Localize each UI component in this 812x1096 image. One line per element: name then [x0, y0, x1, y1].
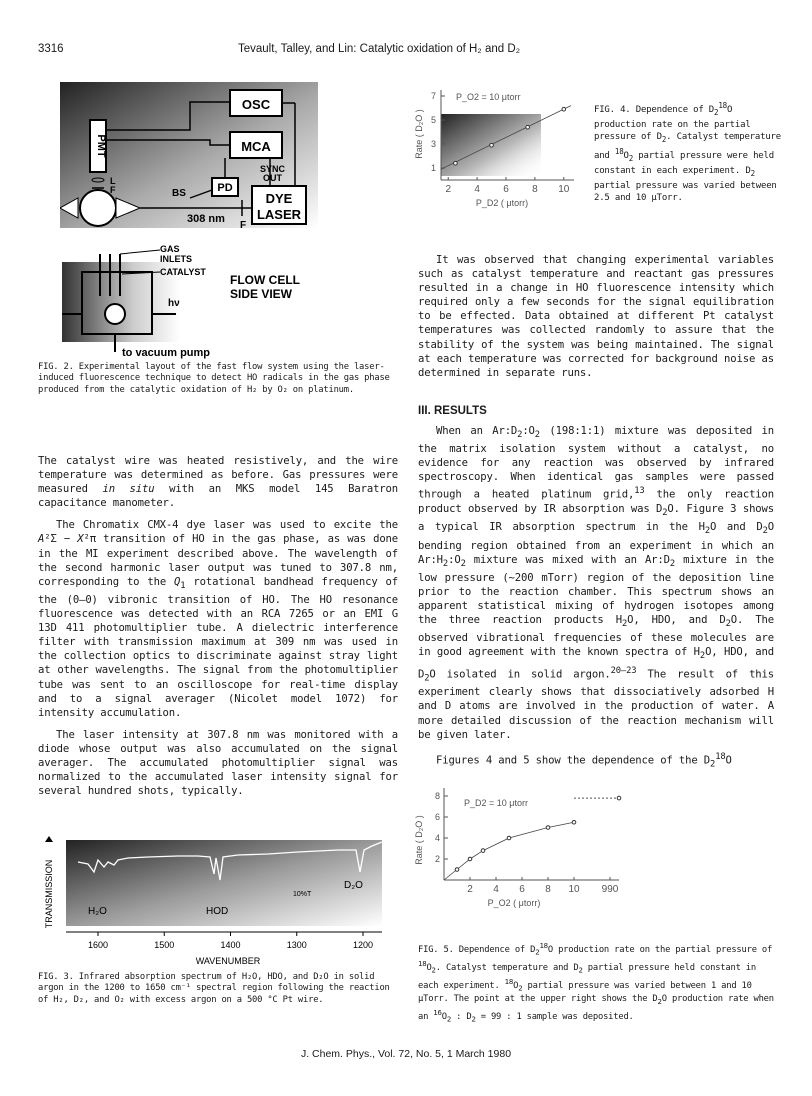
- fig4-x-tick-label: 2: [445, 184, 452, 195]
- laser-label: LASER: [256, 207, 302, 222]
- fig4-x-tick-label: 10: [558, 184, 570, 195]
- fig5-point: [572, 820, 576, 824]
- fig4-chart: [414, 84, 589, 214]
- fig4-point: [526, 125, 530, 129]
- fig3-tick-label: 1600: [87, 940, 109, 950]
- fig5-point: [507, 836, 511, 840]
- fig4-y-tick-label: 3: [430, 139, 436, 149]
- osc-label: OSC: [241, 97, 271, 112]
- sync-label: SYNC: [260, 164, 286, 174]
- fig5-annotation: P_D2 = 10 μtorr: [464, 798, 528, 808]
- filter-label-2: F: [240, 220, 247, 230]
- fig3-x-ticks: [88, 932, 373, 950]
- fig4-point: [562, 107, 566, 111]
- right-paragraph-1: [418, 253, 774, 380]
- fig4-xlabel: P_D2 ( μtorr): [475, 198, 529, 208]
- fig4-ylabel: Rate ( D₂O ): [414, 109, 424, 159]
- fig5-x-tick-label: 10: [568, 884, 580, 895]
- fig5-ylabel: Rate ( D₂O ): [414, 815, 424, 865]
- gas-label: GAS: [160, 244, 180, 254]
- fig2-caption: FIG. 2. Experimental layout of the fast flow system using the laser-induced fluorescence technique to detect HO radicals in the gas phase produced from the catalytic oxidation of H₂ by O₂ on platinum.: [38, 362, 390, 395]
- lens-label-1: L: [110, 176, 116, 186]
- left-column-text: [38, 454, 398, 798]
- fig5-x-tick-label: 6: [519, 884, 525, 895]
- flow-cell-label: FLOW CELL: [230, 273, 300, 287]
- pmt-label: PMT: [95, 134, 107, 158]
- fig5-x-tick-label: 2: [467, 884, 473, 895]
- fig3-tick-label: 1300: [286, 940, 307, 950]
- fig5-y-tick-label: 6: [434, 812, 440, 822]
- fig5-point: [468, 857, 472, 861]
- vacuum-pump-label: to vacuum pump: [122, 347, 211, 359]
- fig4-point: [490, 143, 494, 147]
- section-title: III. RESULTS: [418, 405, 487, 417]
- fig4-x-tick-label: 6: [503, 184, 509, 195]
- side-view-label: SIDE VIEW: [230, 287, 293, 301]
- hv-label: hν: [168, 298, 180, 309]
- running-title: Tevault, Talley, and Lin: Catalytic oxidation of H₂ and D₂: [238, 43, 521, 55]
- fig5-extra-point: [617, 796, 621, 800]
- bs-label: BS: [172, 188, 186, 199]
- fig4-y-tick-label: 7: [430, 91, 436, 101]
- catalyst-label: CATALYST: [160, 267, 206, 277]
- inlets-label: INLETS: [160, 254, 193, 264]
- fig4-y-tick-label: 1: [430, 163, 436, 173]
- fig4-x-tick-label: 4: [474, 184, 480, 195]
- dye-label: DYE: [265, 191, 293, 206]
- fig5-y-tick-label: 8: [434, 791, 440, 801]
- fig3-spectrum: [38, 832, 388, 967]
- fig5-point: [546, 826, 550, 830]
- left-paragraph-2: The Chromatix CMX-4 dye laser was used to excite the A²Σ − X²π transition of HO in the gas phase, as was done in the MI experiment described above. The wavelength of the second harmonic laser output was tuned to 307.8 nm, corresponding to the $Q_1$ rotational bandhead frequency of the (0–0) vibronic transition of HO. The HO resonance fluorescence was detected with an RCA 7265 or an EMI G 13D 411 photomultiplier tube. A dielectric interference filter with transmission maximum at 309 nm was used in the collection optics to discriminate against stray light at other wavelengths. The signal from the photomultiplier tube was sent to an oscilloscope for real-time display and to a signal averager (Nicolet model 1072) for intensity accumulation.: [38, 519, 399, 719]
- fig3-tick-label: 1400: [220, 940, 241, 950]
- fig5-y-tick-label: 2: [434, 854, 440, 864]
- fig3-xlabel: WAVENUMBER: [195, 956, 261, 966]
- left-paragraph-1: The catalyst wire was heated resistively, and the wire temperature was determined as before. Gas pressures were measured in situ with an MKS model 145 Baratron capacitance manometer.: [38, 455, 398, 510]
- wavelength-label: 308 nm: [187, 213, 225, 225]
- fig3-tick-label: 1200: [352, 940, 374, 950]
- fig3-tick-label: 1500: [154, 940, 175, 950]
- fig2-flow-cell: [60, 244, 320, 359]
- right-column-text: [418, 424, 774, 771]
- fig3-caption: FIG. 3. Infrared absorption spectrum of H₂O, HDO, and D₂O in solid argon in the 1200 to 1650 cm⁻¹ spectral region following the reaction of H₂, D₂, and O₂ with excess argon on a 500 °C Pt wire.: [38, 972, 390, 1005]
- page-number: 3316: [38, 43, 64, 55]
- fig3-peak-hod: HOD: [206, 906, 229, 917]
- pd-label: PD: [217, 182, 233, 194]
- fig5-xlabel: P_O2 ( μtorr): [487, 898, 541, 908]
- fig2-schematic: [60, 80, 320, 230]
- fig4-y-tick-label: 5: [430, 115, 436, 125]
- fig5-point: [455, 868, 459, 872]
- right-paragraph-1-text: It was observed that changing experimental variables such as catalyst temperature and reactant gas pressures resulted in a change in HO fluorescence intensity which required only a few seconds for the signal equilibration to be effected. Data obtained at different Pt catalyst temperatures was collected randomly to assure that the stability of the system was being maintained. The signal at each temperature was corrected for background noise as determined in separate runs.: [418, 254, 774, 379]
- fig5-y-tick-label: 4: [434, 833, 440, 843]
- fig3-peak-d2o: D₂O: [344, 880, 363, 891]
- fig5-x-tick-label: 4: [493, 884, 499, 895]
- fig5-x-tick-label: 990: [601, 884, 619, 895]
- right-paragraph-2: When an $Ar:D_2:O_2$ (198:1:1) mixture was deposited in the matrix isolation system without a catalyst, no evidence for any reaction was observed by infrared spectroscopy. When identical gas samples were passed through a heated platinum grid,$^{13}$ the only reaction product observed by IR absorption was $D_2O$. Figure 3 shows a typical IR absorption spectrum in the $H_2O$ and $D_2O$ bending region obtained from an experiment in which an $Ar:H_2:O_2$ mixture was mixed with an $Ar:D_2$ mixture in the low pressure (~200 mTorr) region of the deposition line prior to the reaction chamber. This spectrum shows an apparent statistical mixing of hydrogen isotopes among the three reaction products $H_2O$, HDO, and $D_2O$. The observed vibrational frequencies of these molecules are in good agreement with the known spectra of $H_2O$, HDO, and $D_2O$ isolated in solid argon.$^{20-23}$ The result of this experiment clearly shows that dissociatively adsorbed H and D atoms are involved in the production of water. A more detailed discussion of the reaction mechanism will be given later.: [418, 425, 775, 741]
- filter-label-1: F: [110, 185, 116, 195]
- mca-label: MCA: [241, 139, 271, 154]
- fig4-x-tick-label: 8: [532, 184, 538, 195]
- right-paragraph-3: Figures 4 and 5 show the dependence of the $D_2^{18}O$: [436, 751, 732, 770]
- fig5-point: [481, 849, 485, 853]
- left-paragraph-3: The laser intensity at 307.8 nm was monitored with a diode whose output was also accumulated on the signal averager. The accumulated photomultiplier signal was normalized to the accumulated laser intensity signal for several hundred shots, typically.: [38, 728, 398, 798]
- fig5-x-tick-label: 8: [545, 884, 551, 895]
- fig3-scale: 10%T: [293, 891, 312, 898]
- out-label: OUT: [263, 173, 282, 183]
- fig5-chart: [414, 780, 634, 920]
- fig3-ylabel: TRANSMISSION: [44, 859, 54, 929]
- fig4-point: [454, 161, 458, 165]
- fig4-annotation: P_O2 = 10 μtorr: [456, 92, 521, 102]
- fig3-peak-h2o: H₂O: [88, 906, 107, 917]
- journal-footer: J. Chem. Phys., Vol. 72, No. 5, 1 March 1980: [300, 1048, 512, 1060]
- fig5-curve: [444, 822, 574, 880]
- fig4-caption: FIG. 4. Dependence of $D_2^{18}O$ production rate on the partial pressure of $D_2$. Catalyst temperature and $^{18}O_2$ partial pressure were held constant in each experiment. $D_2$ partial pressure was varied between 2.5 and 10 μTorr.: [594, 101, 781, 203]
- fig5-caption: FIG. 5. Dependence of $D_2^{18}O$ production rate on the partial pressure of $^{18}O_2$. Catalyst temperature and $D_2$ partial pressure held constant in each experiment. $^{18}O_2$ partial pressure was varied between 1 and 10 μTorr. The point at the upper right shows the $D_2O$ production rate when an $^{16}O_2$ : $D_2 = 99$ : 1 sample was deposited.: [418, 941, 774, 1024]
